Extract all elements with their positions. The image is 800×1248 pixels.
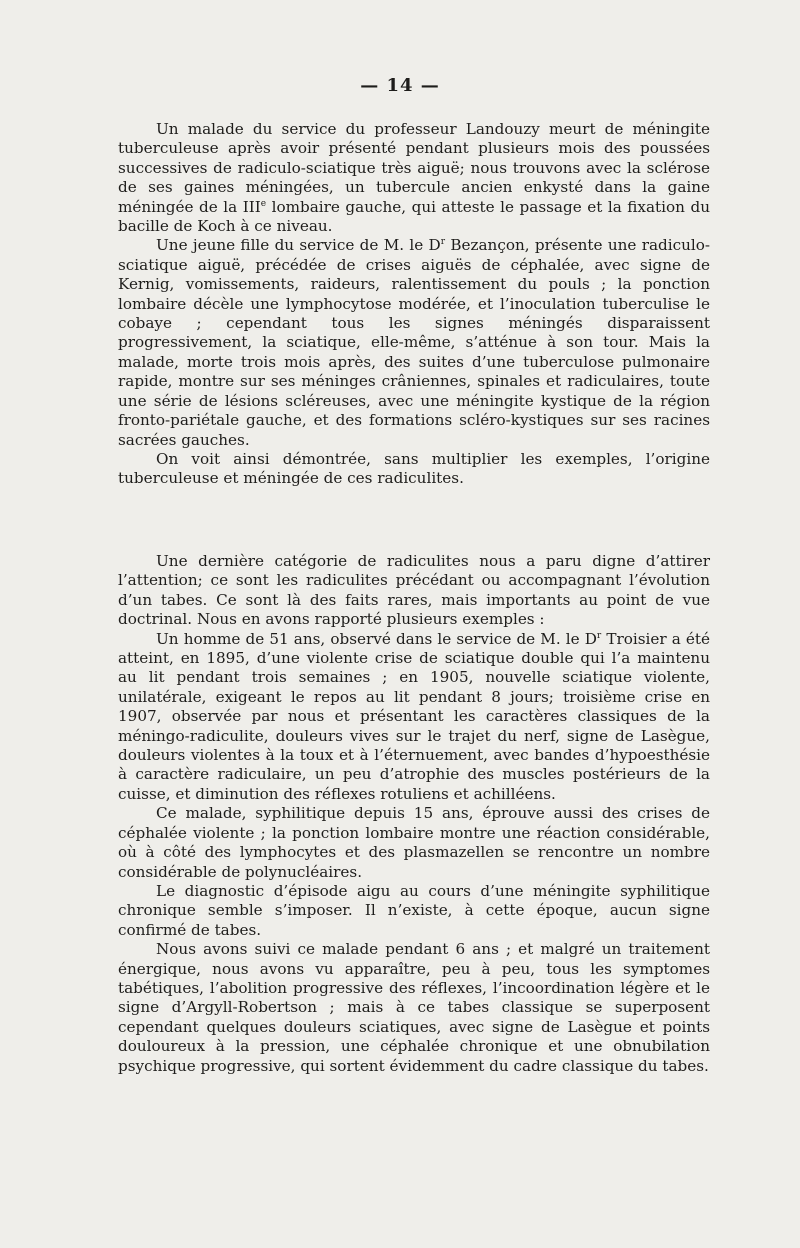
page-number: — 14 — bbox=[360, 75, 440, 96]
paragraph: Une dernière catégorie de radiculites nous a paru digne d’attirer l’attention; ce sont les radiculites précédant ou accompagnant l’évolution d’un tabes. Ce sont là des faits rares, mais importants au point de vue doctrinal. Nous en avons rapporté plusieurs exemples : bbox=[118, 552, 710, 629]
paragraph bbox=[118, 630, 710, 805]
paragraph: Nous avons suivi ce malade pendant 6 ans ; et malgré un traitement énergique, nous avons vu apparaître, peu à peu, tous les symptomes tabétiques, l’abolition progressive des réflexes, l’incoordination légère et le signe d’Argyll-Robertson ; mais à ce tabes classique se superposent cependant quelques douleurs sciatiques, avec signe de Lasègue et points douloureux à la pression, une céphalée chronique et une obnubilation psychique progressive, qui sortent évidemment du cadre classique du tabes. bbox=[118, 940, 710, 1075]
paragraph: On voit ainsi démontrée, sans multiplier les exemples, l’origine tuberculeuse et méningée de ces radiculites. bbox=[118, 449, 710, 488]
superscript: r bbox=[596, 630, 602, 641]
paragraph-text: lombaire gauche, qui atteste le passage et la fixation du bacille de Koch à ce niveau. bbox=[118, 197, 710, 236]
superscript: r bbox=[440, 237, 446, 248]
paragraph bbox=[118, 120, 710, 236]
paragraph: Le diagnostic d’épisode aigu au cours d’une méningite syphilitique chronique semble s’imposer. Il n’existe, à cette époque, aucun signe confirmé de tabes. bbox=[118, 881, 710, 939]
superscript: e bbox=[260, 198, 267, 209]
text-section-tabes bbox=[118, 552, 710, 1076]
paragraph-text: Un malade du service du professeur Landouzy meurt de méningite tuberculeuse après avoir présenté pendant plusieurs mois des poussées successives de radiculo-sciatique très aiguë; nous trouvons avec la sclérose de ses gaines méningées, un tubercule ancien enkysté dans la gaine méningée de la III bbox=[118, 120, 710, 216]
paragraph-text: Une jeune fille du service de M. le D bbox=[156, 236, 441, 255]
text-section-tuberculous bbox=[118, 120, 710, 489]
paragraph-text: Un homme de 51 ans, observé dans le service de M. le D bbox=[156, 629, 597, 648]
paragraph-text: Troisier a été atteint, en 1895, d’une violente crise de sciatique double qui l’a maintenu au lit pendant trois semaines ; en 1905, nouvelle sciatique violente, unilatérale, exigeant le repos au lit pendant 8 jours; troisième crise en 1907, observée par nous et présentant les caractères classiques de la méningo-radiculite, douleurs vives sur le trajet du nerf, signe de Lasègue, douleurs violentes à la toux et à l’éternuement, avec bandes d’hypoesthésie à caractère radiculaire, un peu d’atrophie des muscles postérieurs de la cuisse, et diminution des réflexes rotuliens et achilléens. bbox=[118, 629, 710, 803]
paragraph-text: Bezançon, présente une radiculo-sciatique aiguë, précédée de crises aiguës de céphalée, avec signe de Kernig, vomissements, raideurs, ralentissement du pouls ; la ponction lombaire décèle une lymphocytose modérée, et l’inoculation tuberculise le cobaye ; cependant tous les signes méningés disparaissent progressivement, la sciatique, elle-même, s’atténue à son tour. Mais la malade, morte trois mois après, des suites d’une tuberculose pulmonaire rapide, montre sur ses méninges crâniennes, spinales et radiculaires, toute une série de lésions scléreuses, avec une méningite kystique de la région fronto-pariétale gauche, et des formations scléro-kystiques sur ses racines sacrées gauches. bbox=[118, 236, 711, 449]
paragraph: Ce malade, syphilitique depuis 15 ans, éprouve aussi des crises de céphalée violente ; la ponction lombaire montre une réaction considérable, où à côté des lymphocytes et des plasmazellen se rencontre un nombre considérable de polynucléaires. bbox=[118, 804, 710, 881]
paragraph bbox=[118, 236, 710, 449]
